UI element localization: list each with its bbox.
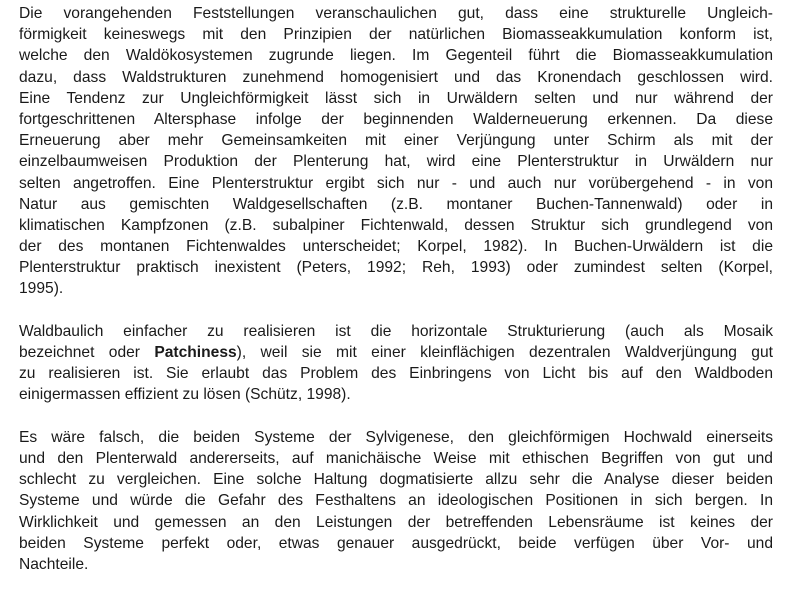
paragraph-3 [19, 427, 773, 575]
text-line: welche den Waldökosystemen zugrunde liegen. Im Gegenteil führt die Biomasseakkumulation [19, 47, 773, 65]
text-line: zu realisieren ist. Sie erlaubt das Problem des Einbringens von Licht bis auf den Waldboden [19, 365, 773, 383]
text-line: Natur aus gemischten Waldgesellschaften (z.B. montaner Buchen-Tannenwald) oder in [19, 195, 773, 213]
text-line: schlecht zu vergleichen. Eine solche Haltung dogmatisierte allzu sehr die Analyse dieser beiden [19, 471, 773, 489]
text-line: einigermassen effizient zu lösen (Schütz, 1998). [19, 386, 351, 404]
text-line: 1995). [19, 280, 64, 298]
paragraph-2 [19, 321, 773, 406]
text-line: dazu, dass Waldstrukturen zunehmend homogenisiert und das Kronendach geschlossen wird. [19, 68, 773, 86]
text-segment: ), weil sie mit einer kleinflächigen dezentralen Waldverjüngung gut [236, 344, 773, 361]
text-line: Plenterstruktur praktisch inexistent (Peters, 1992; Reh, 1993) oder zumindest selten (Korpel, [19, 259, 773, 277]
text-line: Systeme und würde die Gefahr des Festhaltens an ideologischen Positionen in sich bergen. In [19, 492, 773, 510]
text-line: fortgeschrittenen Altersphase infolge der beginnenden Walderneuerung erkennen. Da diese [19, 110, 773, 128]
text-line: Nachteile. [19, 555, 89, 573]
text-segment: bezeichnet oder [19, 344, 155, 361]
text-line: Die vorangehenden Feststellungen veranschaulichen gut, dass eine strukturelle Ungleich- [19, 5, 773, 22]
text-line: Erneuerung aber mehr Gemeinsamkeiten mit einer Verjüngung unter Schirm als mit der [19, 132, 773, 150]
text-line: förmigkeit keineswegs mit den Prinzipien der natürlichen Biomasseakkumulation konform ist, [19, 26, 773, 44]
text-line: einzelbaumweisen Produktion der Plenterung hat, wird eine Plenterstruktur in Urwäldern nur [19, 153, 773, 171]
document-page [19, 3, 773, 596]
text-line: klimatischen Kampfzonen (z.B. subalpiner Fichtenwald, dessen Struktur sich grundlegend von [19, 216, 773, 234]
text-line-with-bold-term [19, 342, 773, 363]
text-line: Eine Tendenz zur Ungleichförmigkeit lässt sich in Urwäldern selten und nur während der [19, 89, 773, 107]
paragraph-1 [19, 3, 773, 300]
text-line: selten angetroffen. Eine Plenterstruktur ergibt sich nur - und auch nur vorübergehend - in von [19, 174, 773, 192]
text-line: Es wäre falsch, die beiden Systeme der Sylvigenese, den gleichförmigen Hochwald einerseits [19, 428, 773, 446]
text-line: und den Plenterwald andererseits, auf manichäische Weise mit ethischen Begriffen von gut und [19, 449, 773, 467]
text-line: der des montanen Fichtenwaldes unterscheidet; Korpel, 1982). In Buchen-Urwäldern ist die [19, 238, 773, 256]
text-line: beiden Systeme perfekt oder, etwas genauer ausgedrückt, beide verfügen über Vor- und [19, 534, 773, 552]
text-line: Wirklichkeit und gemessen an den Leistungen der betreffenden Lebensräume ist keines der [19, 513, 773, 531]
text-line: Waldbaulich einfacher zu realisieren ist die horizontale Strukturierung (auch als Mosaik [19, 322, 773, 340]
bold-term-patchiness: Patchiness [154, 344, 237, 361]
